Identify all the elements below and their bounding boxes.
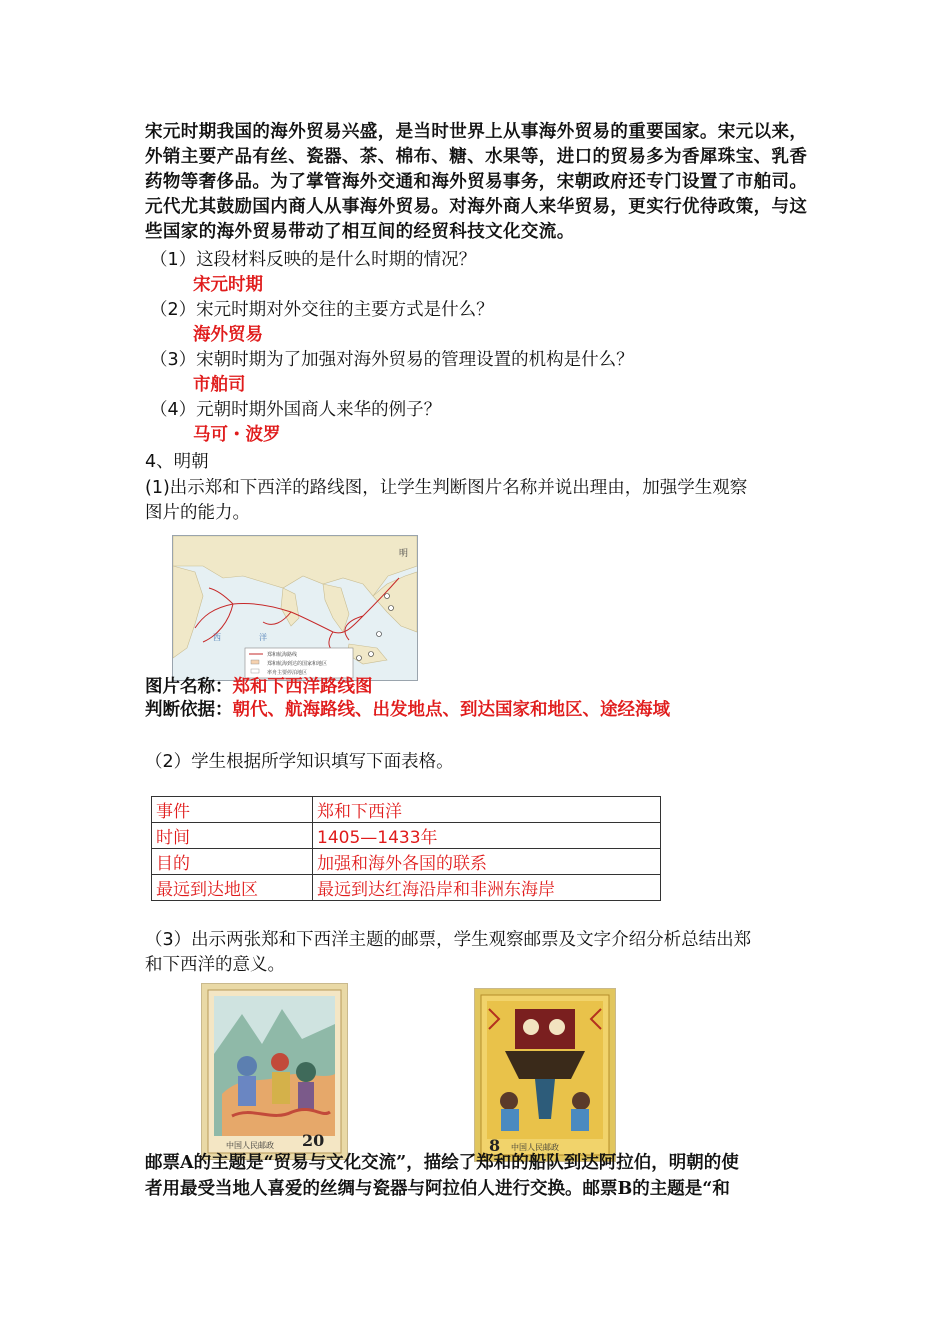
stamp-b bbox=[474, 988, 616, 1162]
table-cell: 目的 bbox=[152, 849, 313, 875]
answer-2: 海外贸易 bbox=[193, 325, 263, 345]
task-3-line-2: 和下西洋的意义。 bbox=[145, 955, 285, 975]
task-1-line-2: 图片的能力。 bbox=[145, 503, 250, 523]
table-cell: 事件 bbox=[152, 797, 313, 823]
map-label-ming: 明 bbox=[399, 549, 409, 559]
stamp-a-illustration bbox=[202, 984, 347, 1159]
table-cell: 最远到达红海沿岸和非洲东海岸 bbox=[313, 875, 661, 901]
map-label-sea-2: 洋 bbox=[259, 633, 267, 642]
stamp-b-illustration bbox=[475, 989, 615, 1161]
task-3-line-1: （3）出示两张郑和下西洋主题的邮票，学生观察邮票及文字介绍分析总结出郑 bbox=[145, 930, 752, 950]
basis-value: 朝代、航海路线、出发地点、到达国家和地区、途经海域 bbox=[232, 700, 670, 720]
route-map-graphic bbox=[173, 536, 417, 680]
table-cell: 1405—1433年 bbox=[313, 823, 661, 849]
table-cell: 最远到达地区 bbox=[152, 875, 313, 901]
stamp-a-text: 中国人民邮政 bbox=[226, 1141, 274, 1150]
basis-line bbox=[145, 698, 670, 722]
question-4: （4）元朝时期外国商人来华的例子？ bbox=[150, 400, 442, 420]
answer-1: 宋元时期 bbox=[193, 275, 263, 295]
question-3: （3）宋朝时期为了加强对海外贸易的管理设置的机构是什么？ bbox=[150, 350, 634, 370]
stamp-description-line-2: 者用最受当地人喜爱的丝绸与瓷器与阿拉伯人进行交换。邮票B的主题是“和 bbox=[145, 1179, 730, 1199]
legend-stops: 率舟主要停泊地区 bbox=[267, 670, 308, 676]
picture-name-line bbox=[145, 675, 373, 699]
map-label-sea-1: 西 bbox=[213, 633, 221, 642]
table-cell: 加强和海外各国的联系 bbox=[313, 849, 661, 875]
legend-countries: 郑和航海到达的国家和地区 bbox=[267, 661, 328, 667]
stamp-description-line-1: 邮票A的主题是“贸易与文化交流”，描绘了郑和的船队到达阿拉伯，明朝的使 bbox=[145, 1153, 739, 1173]
stamp-a-value: 20 bbox=[302, 1131, 325, 1150]
picture-name-value: 郑和下西洋路线图 bbox=[232, 677, 373, 697]
question-1: （1）这段材料反映的是什么时期的情况？ bbox=[150, 250, 477, 270]
table-row bbox=[152, 797, 661, 823]
table-cell: 时间 bbox=[152, 823, 313, 849]
table-row bbox=[152, 875, 661, 901]
stamp-a bbox=[201, 983, 348, 1160]
table-row bbox=[152, 823, 661, 849]
table-row bbox=[152, 849, 661, 875]
stamp-b-value: 8 bbox=[489, 1136, 501, 1155]
answer-3: 市舶司 bbox=[193, 375, 246, 395]
stamp-description bbox=[145, 1150, 813, 1202]
zheng-he-table bbox=[151, 796, 661, 901]
table-cell: 郑和下西洋 bbox=[313, 797, 661, 823]
zheng-he-route-map bbox=[172, 535, 418, 681]
answer-4: 马可・波罗 bbox=[193, 425, 281, 445]
intro-paragraph: 宋元时期我国的海外贸易兴盛，是当时世界上从事海外贸易的重要国家。宋元以来，外销主要产品有丝、瓷器、茶、棉布、糖、水果等，进口的贸易多为香犀珠宝、乳香药物等奢侈品。为了掌管海外交通和海外贸易事务，宋朝政府还专门设置了市舶司。元代尤其鼓励国内商人从事海外贸易。对海外商人来华贸易，更实行优待政策，与这些国家的海外贸易带动了相互间的经贸科技文化交流。 bbox=[145, 122, 808, 242]
task-2: （2）学生根据所学知识填写下面表格。 bbox=[145, 752, 454, 772]
question-2: （2）宋元时期对外交往的主要方式是什么？ bbox=[150, 300, 494, 320]
picture-name-label: 图片名称： bbox=[145, 677, 233, 697]
basis-label: 判断依据： bbox=[145, 700, 233, 720]
legend-route: 郑和航海路线 bbox=[267, 652, 298, 658]
task-1-line-1: (1)出示郑和下西洋的路线图，让学生判断图片名称并说出理由，加强学生观察 bbox=[145, 478, 748, 498]
stamp-b-text: 中国人民邮政 bbox=[511, 1143, 559, 1152]
section-heading: 4、明朝 bbox=[145, 452, 209, 472]
